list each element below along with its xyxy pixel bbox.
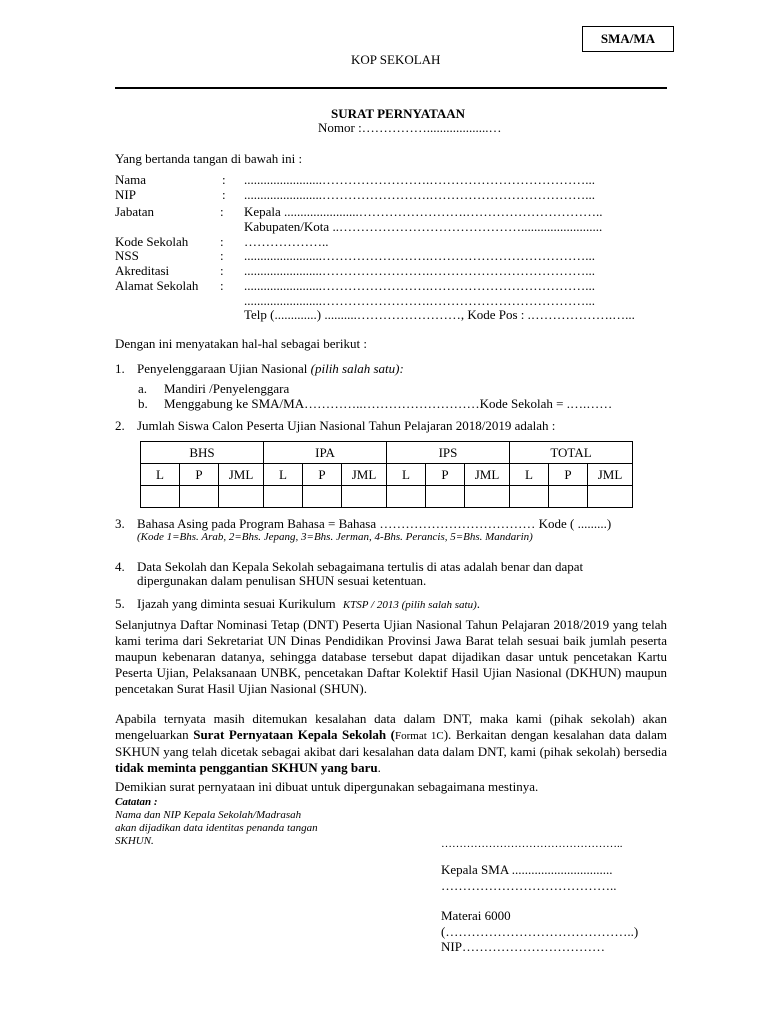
item-number: 1. [115,361,125,376]
item3-note: (Kode 1=Bhs. Arab, 2=Bhs. Jepang, 3=Bhs. Jerman, 4-Bhs. Perancis, 5=Bhs. Mandarin) [137,531,533,543]
table-input-cell [219,486,264,508]
item3-text: Bahasa Asing pada Program Bahasa = Bahasa ……………………………… Kode ( .........) [137,516,612,531]
statement-intro: Dengan ini menyatakan hal-hal sebagai berikut : [115,336,367,351]
identity-value: ........................…………………….………………………………... [244,263,595,278]
item-number: 3. [115,516,125,531]
identity-value: ........................…………………….………………………………... [244,293,595,308]
correction-text-1: Apabila ternyata masih ditemukan kesalahan data dalam DNT, maka kami (pihak sekolah) akan mengeluarkan [115,711,667,742]
table-header-cell: IPS [387,442,510,464]
item4-line1: Data Sekolah dan Kepala Sekolah sebagaimana tertulis di atas adalah benar dan dapat [137,559,584,574]
correction-text-3: . [377,760,381,775]
identity-colon: : [220,234,224,249]
option-b-label: b. [138,396,148,411]
table-header-cell: TOTAL [510,442,633,464]
identity-value: ........................…………………….………………………………... [244,278,595,293]
identity-value: ........................…………………….………………………………... [244,172,595,187]
identity-value: ........................…………………….………………………………... [244,248,595,263]
identity-value: Kabupaten/Kota ..……………………………………......................... [244,219,603,234]
identity-label: Alamat Sekolah [115,278,199,293]
note-line: akan dijadikan data identitas penanda tangan [115,822,318,834]
correction-bold-1: Surat Pernyataan Kepala Sekolah ( [193,727,396,742]
item2-text: Jumlah Siswa Calon Peserta Ujian Nasional Tahun Pelajaran 2018/2019 adalah : [137,418,556,433]
table-input-cell [549,486,588,508]
identity-colon: : [222,172,226,187]
place-date: ………………………………………….. [441,838,623,850]
identity-value: ……………….. [244,234,329,249]
signatory-name: (……………………………………..) [441,924,639,939]
item5-line [137,596,480,612]
intro-text: Yang bertanda tangan di bawah ini : [115,151,303,166]
identity-colon: : [222,187,226,202]
item1-line [137,361,404,377]
table-input-cell [342,486,387,508]
header-divider [115,87,667,89]
dnt-paragraph: Selanjutnya Daftar Nominasi Tetap (DNT) Peserta Ujian Nasional Tahun Pelajaran 2018/2019 yang telah kami terima dari Sekretariat UN Dinas Pendidikan Provinsi Jawa Barat telah sesuai baik jumlah peserta maupun kebenaran datanya, sehingga database tersebut dapat dijadikan dasar untuk pencetakan Kartu Peserta Ujian, Pelaksanaan UNBK, pencetakan Daftar Kolektif Hasil Ujian Nasional (DKHUN) maupun pencetakan Surat Hasil Ujian Nasional (SHUN). [115,617,667,696]
option-b-text: Menggabung ke SMA/MA…………..………………………Kode Sekolah = .….…… [164,396,613,411]
letterhead-placeholder: KOP SEKOLAH [351,52,441,67]
table-header-cell: IPA [264,442,387,464]
item5-end: . [476,596,481,611]
identity-colon: : [220,278,224,293]
table-subheader-cell: P [426,464,465,486]
correction-paragraph [115,711,667,776]
identity-label: Jabatan [115,204,154,219]
table-subheader-cell: P [303,464,342,486]
signatory-nip: NIP…………………………… [441,939,605,954]
identity-value: ........................…………………….………………………………... [244,187,595,202]
stamp-duty: Materai 6000 [441,908,511,923]
item-number: 5. [115,596,125,611]
table-subheader-cell: L [510,464,549,486]
principal-school: ………………………………….. [441,878,617,893]
document-title: SURAT PERNYATAAN [331,106,465,121]
table-subheader-cell: JML [219,464,264,486]
note-line: SKHUN. [115,835,154,847]
identity-label: Kode Sekolah [115,234,189,249]
table-input-cell [303,486,342,508]
note-line: Nama dan NIP Kepala Sekolah/Madrasah [115,809,302,821]
identity-colon: : [220,204,224,219]
table-input-cell [180,486,219,508]
table-input-cell [588,486,633,508]
closing-text: Demikian surat pernyataan ini dibuat untuk dipergunakan sebagaimana mestinya. [115,779,539,794]
table-group-header-row [141,442,633,464]
identity-value: Telp (.............) ..........……………………, Kode Pos : .……………….…... [244,307,635,322]
document-number: Nomor :……………...................… [318,120,502,135]
table-input-cell [264,486,303,508]
identity-label: Nama [115,172,147,187]
item-number: 4. [115,559,125,574]
identity-colon: : [220,248,224,263]
note-title: Catatan : [115,796,158,808]
item4-line2: dipergunakan dalam penulisan SHUN sesuai ketentuan. [137,573,427,588]
table-input-cell [387,486,426,508]
table-subheader-cell: JML [342,464,387,486]
table-subheader-cell: L [387,464,426,486]
option-a-label: a. [138,381,148,396]
item-number: 2. [115,418,125,433]
student-count-table [140,441,633,508]
item5-text: Ijazah yang diminta sesuai Kurikulum [137,596,336,611]
option-a-text: Mandiri /Penyelenggara [164,381,290,396]
school-level-badge: SMA/MA [582,26,674,52]
identity-label: NIP [115,187,136,202]
table-subheader-cell: P [180,464,219,486]
table-input-cell [510,486,549,508]
correction-bold-2: tidak meminta penggantian SKHUN yang baru [115,760,378,775]
table-subheader-cell: P [549,464,588,486]
table-subheader-cell: JML [588,464,633,486]
table-subheader-cell: L [141,464,180,486]
table-subheader-cell: JML [465,464,510,486]
table-empty-row [141,486,633,508]
identity-label: NSS [115,248,139,263]
item1-note: (pilih salah satu): [310,361,404,376]
table-header-cell: BHS [141,442,264,464]
identity-value: Kepala .......................…………………….………………………….. [244,204,603,219]
table-subheader-row [141,464,633,486]
format-code: Format 1C [395,730,444,742]
item1-text: Penyelenggaraan Ujian Nasional [137,361,308,376]
identity-label: Akreditasi [115,263,170,278]
correction-text-2: ). Berkaitan dengan kesalahan data dalam SKHUN yang telah dicetak sebagai akibat dari kesalahan data dalam DNT, kami (pihak sekolah) bersedia [115,727,667,759]
identity-colon: : [220,263,224,278]
table-input-cell [465,486,510,508]
principal-title: Kepala SMA ............................... [441,862,613,877]
table-subheader-cell: L [264,464,303,486]
table-input-cell [426,486,465,508]
table-input-cell [141,486,180,508]
item5-note: KTSP / 2013 (pilih salah satu) [342,599,477,611]
